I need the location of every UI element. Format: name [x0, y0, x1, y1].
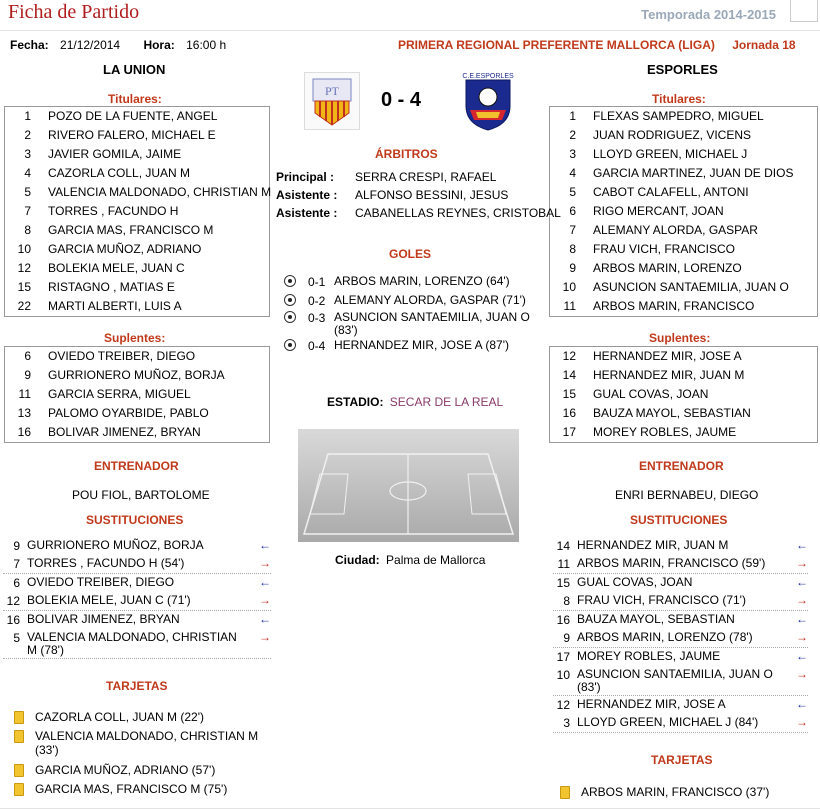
player-row: [550, 366, 817, 385]
goal-scorer: HERNANDEZ MIR, JOSE A (87'): [334, 338, 509, 352]
away-entrenador-name: ENRI BERNABEU, DIEGO: [615, 488, 759, 502]
away-team-crest: [462, 70, 514, 132]
substitution-row: [3, 628, 271, 659]
yellow-card-icon: [14, 711, 24, 724]
goal-score: 0-1: [308, 275, 326, 289]
home-team-name: LA UNION: [103, 62, 166, 77]
player-row: [5, 107, 269, 126]
arrow-left-icon: ←: [796, 575, 808, 589]
substitution-number: 17: [556, 650, 570, 664]
away-titulares-list: [549, 106, 818, 317]
player-name: FRAU VICH, FRANCISCO: [593, 242, 736, 256]
player-name: MOREY ROBLES, JAUME: [593, 425, 737, 439]
player-name: BOLIVAR JIMENEZ, BRYAN: [48, 425, 201, 439]
player-number: 7: [24, 204, 31, 218]
substitution-number: 7: [13, 557, 20, 571]
card-player: VALENCIA MALDONADO, CHRISTIAN M (33'): [35, 729, 259, 757]
goal-scorer: ASUNCION SANTAEMILIA, JUAN O (83'): [334, 310, 530, 337]
player-row: [5, 259, 269, 278]
substitution-player: TORRES , FACUNDO H (54'): [27, 556, 185, 570]
player-name: CABOT CALAFELL, ANTONI: [593, 185, 749, 199]
referee-name: SERRA CRESPI, RAFAEL: [355, 170, 497, 184]
substitution-number: 14: [556, 539, 570, 553]
svg-text:PT: PT: [324, 84, 340, 98]
player-number: 8: [569, 242, 576, 256]
player-name: PALOMO OYARBIDE, PABLO: [48, 406, 209, 420]
away-suplentes-label: Suplentes:: [649, 331, 711, 345]
substitution-row: [3, 591, 271, 611]
player-name: GARCIA MUÑOZ, ADRIANO: [48, 242, 202, 256]
competition-row: [398, 38, 796, 52]
substitution-player: HERNANDEZ MIR, JUAN M: [577, 538, 729, 552]
player-number: 16: [562, 406, 576, 420]
substitution-row: [553, 713, 808, 733]
goal-row: [282, 309, 542, 337]
player-number: 15: [562, 387, 576, 401]
goal-score: 0-2: [308, 294, 326, 308]
referee-role: Asistente :: [276, 206, 338, 220]
substitution-number: 12: [6, 594, 20, 608]
substitution-player: GUAL COVAS, JOAN: [577, 575, 693, 589]
player-name: GARCIA SERRA, MIGUEL: [48, 387, 191, 401]
player-name: VALENCIA MALDONADO, CHRISTIAN M: [48, 185, 272, 199]
player-row: [5, 221, 269, 240]
player-row: [550, 164, 817, 183]
substitution-row: [3, 554, 271, 574]
substitution-player: BAUZA MAYOL, SEBASTIAN: [577, 612, 735, 626]
away-entrenador-label: ENTRENADOR: [639, 459, 724, 473]
substitution-row: [553, 554, 808, 574]
home-suplentes-list: [4, 346, 270, 443]
substitution-number: 3: [563, 716, 570, 730]
page-title: Ficha de Partido: [8, 1, 140, 23]
player-number: 6: [569, 204, 576, 218]
referee-row: [276, 204, 561, 222]
substitution-row: [553, 695, 808, 713]
arrow-right-icon: →: [796, 715, 808, 729]
card-player: CAZORLA COLL, JUAN M (22'): [35, 710, 204, 724]
player-row: [550, 183, 817, 202]
hora-label: Hora:: [143, 38, 175, 52]
substitution-row: [3, 610, 271, 628]
player-name: POZO DE LA FUENTE, ANGEL: [48, 109, 218, 123]
substitution-player: HERNANDEZ MIR, JOSE A: [577, 697, 726, 711]
player-number: 1: [24, 109, 31, 123]
away-suplentes-list: [549, 346, 818, 443]
goal-score: 0-3: [308, 311, 326, 325]
ciudad-row: [335, 553, 485, 567]
referee-row: [276, 168, 551, 186]
away-tarjetas-list: [560, 785, 810, 804]
player-number: 5: [569, 185, 576, 199]
estadio-link[interactable]: SECAR DE LA REAL: [389, 395, 504, 409]
jornada: Jornada 18: [732, 38, 796, 52]
player-row: [550, 278, 817, 297]
substitution-number: 5: [13, 631, 20, 645]
player-number: 9: [24, 368, 31, 382]
player-row: [5, 164, 269, 183]
player-name: HERNANDEZ MIR, JUAN M: [593, 368, 745, 382]
player-number: 2: [569, 128, 576, 142]
player-row: [5, 240, 269, 259]
player-row: [5, 404, 269, 423]
card-row: [14, 729, 274, 763]
player-number: 3: [24, 147, 31, 161]
svg-text:C.E.ESPORLES: C.E.ESPORLES: [462, 73, 514, 80]
player-number: 3: [569, 147, 576, 161]
player-number: 22: [17, 299, 31, 313]
stadium-image: [298, 429, 519, 542]
player-name: HERNANDEZ MIR, JOSE A: [593, 349, 742, 363]
home-tarjetas-list: [14, 710, 274, 801]
goles-list: [282, 273, 542, 356]
player-name: RIVERO FALERO, MICHAEL E: [48, 128, 216, 142]
player-row: [550, 347, 817, 366]
away-titulares-label: Titulares:: [652, 92, 706, 106]
substitution-number: 11: [557, 557, 570, 571]
arrow-left-icon: ←: [259, 575, 271, 589]
soccer-ball-icon: [284, 339, 296, 351]
player-row: [550, 297, 817, 316]
substitution-row: [553, 665, 808, 696]
goal-score: 0-4: [308, 339, 326, 353]
player-number: 4: [24, 166, 31, 180]
arrow-left-icon: ←: [259, 612, 271, 626]
player-row: [5, 366, 269, 385]
substitution-row: [553, 647, 808, 665]
player-row: [5, 183, 272, 202]
yellow-card-icon: [14, 783, 24, 796]
player-name: GARCIA MAS, FRANCISCO M: [48, 223, 214, 237]
home-entrenador-label: ENTRENADOR: [94, 459, 179, 473]
card-player: GARCIA MUÑOZ, ADRIANO (57'): [35, 763, 216, 777]
arrow-right-icon: →: [796, 667, 808, 681]
substitution-player: GURRIONERO MUÑOZ, BORJA: [27, 538, 204, 552]
player-number: 1: [569, 109, 576, 123]
away-tarjetas-label: TARJETAS: [651, 753, 713, 767]
player-row: [550, 145, 817, 164]
player-row: [5, 347, 269, 366]
estadio-label: ESTADIO:: [327, 395, 384, 409]
arbitros-label: ÁRBITROS: [375, 147, 438, 161]
player-number: 4: [569, 166, 576, 180]
player-number: 8: [24, 223, 31, 237]
substitution-row: [553, 573, 808, 591]
substitution-number: 9: [13, 539, 20, 553]
player-name: ASUNCION SANTAEMILIA, JUAN O: [593, 280, 789, 294]
arrow-right-icon: →: [796, 630, 808, 644]
substitution-row: [3, 573, 271, 591]
substitution-player: LLOYD GREEN, MICHAEL J (84'): [577, 715, 759, 729]
fecha-value: 21/12/2014: [60, 38, 121, 52]
substitution-player: OVIEDO TREIBER, DIEGO: [27, 575, 175, 589]
match-score: 0 - 4: [381, 89, 422, 111]
referee-name: ALFONSO BESSINI, JESUS: [355, 188, 509, 202]
player-name: ALEMANY ALORDA, GASPAR: [593, 223, 758, 237]
player-number: 11: [563, 299, 576, 313]
substitution-number: 6: [13, 576, 20, 590]
player-number: 15: [17, 280, 31, 294]
substitution-player: ARBOS MARIN, FRANCISCO (59'): [577, 556, 766, 570]
home-entrenador-name: POU FIOL, BARTOLOME: [72, 488, 210, 502]
player-number: 11: [18, 387, 31, 401]
home-titulares-label: Titulares:: [108, 92, 162, 106]
away-team-name: ESPORLES: [647, 62, 718, 77]
hora-value: 16:00 h: [186, 38, 227, 52]
substitution-player: MOREY ROBLES, JAUME: [577, 649, 721, 663]
home-suplentes-label: Suplentes:: [104, 331, 166, 345]
player-name: TORRES , FACUNDO H: [48, 204, 179, 218]
player-row: [550, 221, 817, 240]
player-number: 16: [17, 425, 31, 439]
player-number: 10: [562, 280, 576, 294]
corner-fold-icon: [790, 0, 818, 22]
player-number: 6: [24, 349, 31, 363]
substitution-row: [3, 536, 271, 554]
substitution-row: [553, 591, 808, 611]
player-name: GURRIONERO MUÑOZ, BORJA: [48, 368, 225, 382]
player-name: GARCIA MARTINEZ, JUAN DE DIOS: [593, 166, 794, 180]
season-label: Temporada 2014-2015: [641, 7, 776, 22]
home-tarjetas-label: TARJETAS: [106, 679, 168, 693]
player-row: [550, 107, 817, 126]
player-row: [5, 423, 269, 442]
match-date-row: [10, 38, 226, 52]
player-row: [5, 202, 269, 221]
player-name: FLEXAS SAMPEDRO, MIGUEL: [593, 109, 764, 123]
away-sustituciones-label: SUSTITUCIONES: [630, 513, 728, 527]
arrow-right-icon: →: [259, 556, 271, 570]
yellow-card-icon: [14, 730, 24, 743]
arrow-left-icon: ←: [796, 612, 808, 626]
arrow-left-icon: ←: [796, 649, 808, 663]
arrow-left-icon: ←: [796, 538, 808, 552]
substitution-player: BOLIVAR JIMENEZ, BRYAN: [27, 612, 180, 626]
referee-row: [276, 186, 551, 204]
player-name: OVIEDO TREIBER, DIEGO: [48, 349, 196, 363]
referee-role: Principal :: [276, 170, 335, 184]
substitution-player: ASUNCION SANTAEMILIA, JUAN O (83'): [577, 667, 773, 694]
player-name: ARBOS MARIN, FRANCISCO: [593, 299, 755, 313]
substitution-player: FRAU VICH, FRANCISCO (71'): [577, 593, 746, 607]
substitution-number: 9: [563, 631, 570, 645]
player-name: JUAN RODRIGUEZ, VICENS: [593, 128, 752, 142]
player-number: 12: [562, 349, 576, 363]
substitution-row: [553, 628, 808, 648]
arrow-left-icon: ←: [796, 697, 808, 711]
card-row: [14, 710, 274, 729]
player-name: MARTI ALBERTI, LUIS A: [48, 299, 182, 313]
player-number: 17: [562, 425, 576, 439]
ciudad-label: Ciudad:: [335, 553, 380, 567]
player-number: 12: [17, 261, 31, 275]
substitution-number: 15: [556, 576, 570, 590]
goles-label: GOLES: [389, 247, 432, 261]
bottom-divider: [0, 808, 820, 809]
player-name: GUAL COVAS, JOAN: [593, 387, 709, 401]
player-number: 7: [569, 223, 576, 237]
home-team-crest: [304, 72, 360, 130]
player-number: 10: [17, 242, 31, 256]
player-name: LLOYD GREEN, MICHAEL J: [593, 147, 748, 161]
ciudad-value: Palma de Mallorca: [386, 553, 486, 567]
player-number: 2: [24, 128, 31, 142]
arrow-right-icon: →: [796, 556, 808, 570]
substitution-number: 12: [556, 698, 570, 712]
arrow-left-icon: ←: [259, 538, 271, 552]
goal-scorer: ALEMANY ALORDA, GASPAR (71'): [334, 293, 526, 307]
estadio-row: [327, 395, 503, 409]
player-name: CAZORLA COLL, JUAN M: [48, 166, 191, 180]
substitution-number: 16: [6, 613, 20, 627]
player-name: RIGO MERCANT, JOAN: [593, 204, 724, 218]
competition-name: PRIMERA REGIONAL PREFERENTE MALLORCA (LIGA): [398, 38, 715, 52]
player-name: JAVIER GOMILA, JAIME: [48, 147, 182, 161]
referee-role: Asistente :: [276, 188, 338, 202]
fecha-label: Fecha:: [10, 38, 49, 52]
player-number: 5: [24, 185, 31, 199]
player-name: RISTAGNO , MATIAS E: [48, 280, 175, 294]
goal-row: [282, 292, 542, 309]
player-name: BAUZA MAYOL, SEBASTIAN: [593, 406, 751, 420]
substitution-row: [553, 610, 808, 628]
player-number: 9: [569, 261, 576, 275]
card-row: [560, 785, 810, 804]
soccer-ball-icon: [284, 311, 296, 323]
goal-row: [282, 337, 542, 356]
substitution-row: [553, 536, 808, 554]
referee-name: CABANELLAS REYNES, CRISTOBAL: [355, 206, 561, 220]
player-row: [550, 404, 817, 423]
arrow-right-icon: →: [796, 593, 808, 607]
substitution-player: ARBOS MARIN, LORENZO (78'): [577, 630, 753, 644]
card-player: ARBOS MARIN, FRANCISCO (37'): [581, 785, 770, 799]
substitution-player: VALENCIA MALDONADO, CHRISTIAN M (78'): [27, 630, 237, 657]
player-row: [550, 240, 817, 259]
card-row: [14, 763, 274, 782]
substitution-number: 16: [556, 613, 570, 627]
goal-row: [282, 273, 542, 292]
home-sustituciones-label: SUSTITUCIONES: [86, 513, 184, 527]
arbitros-list: [276, 168, 561, 222]
substitution-number: 8: [563, 594, 570, 608]
arrow-right-icon: →: [259, 593, 271, 607]
substitution-number: 10: [556, 668, 570, 682]
card-row: [14, 782, 274, 801]
player-number: 14: [562, 368, 576, 382]
substitution-player: BOLEKIA MELE, JUAN C (71'): [27, 593, 191, 607]
player-name: BOLEKIA MELE, JUAN C: [48, 261, 185, 275]
player-row: [550, 423, 817, 442]
soccer-ball-icon: [284, 275, 296, 287]
goal-scorer: ARBOS MARIN, LORENZO (64'): [334, 274, 510, 288]
player-row: [5, 297, 269, 316]
player-row: [550, 126, 817, 145]
player-row: [550, 202, 817, 221]
player-row: [550, 385, 817, 404]
yellow-card-icon: [14, 764, 24, 777]
player-row: [550, 259, 817, 278]
soccer-ball-icon: [284, 294, 296, 306]
player-row: [5, 126, 269, 145]
player-name: ARBOS MARIN, LORENZO: [593, 261, 742, 275]
player-row: [5, 145, 269, 164]
yellow-card-icon: [560, 786, 570, 799]
arrow-right-icon: →: [259, 630, 271, 644]
player-row: [5, 278, 269, 297]
card-player: GARCIA MAS, FRANCISCO M (75'): [35, 782, 228, 796]
home-titulares-list: [4, 106, 270, 317]
player-number: 13: [17, 406, 31, 420]
player-row: [5, 385, 269, 404]
